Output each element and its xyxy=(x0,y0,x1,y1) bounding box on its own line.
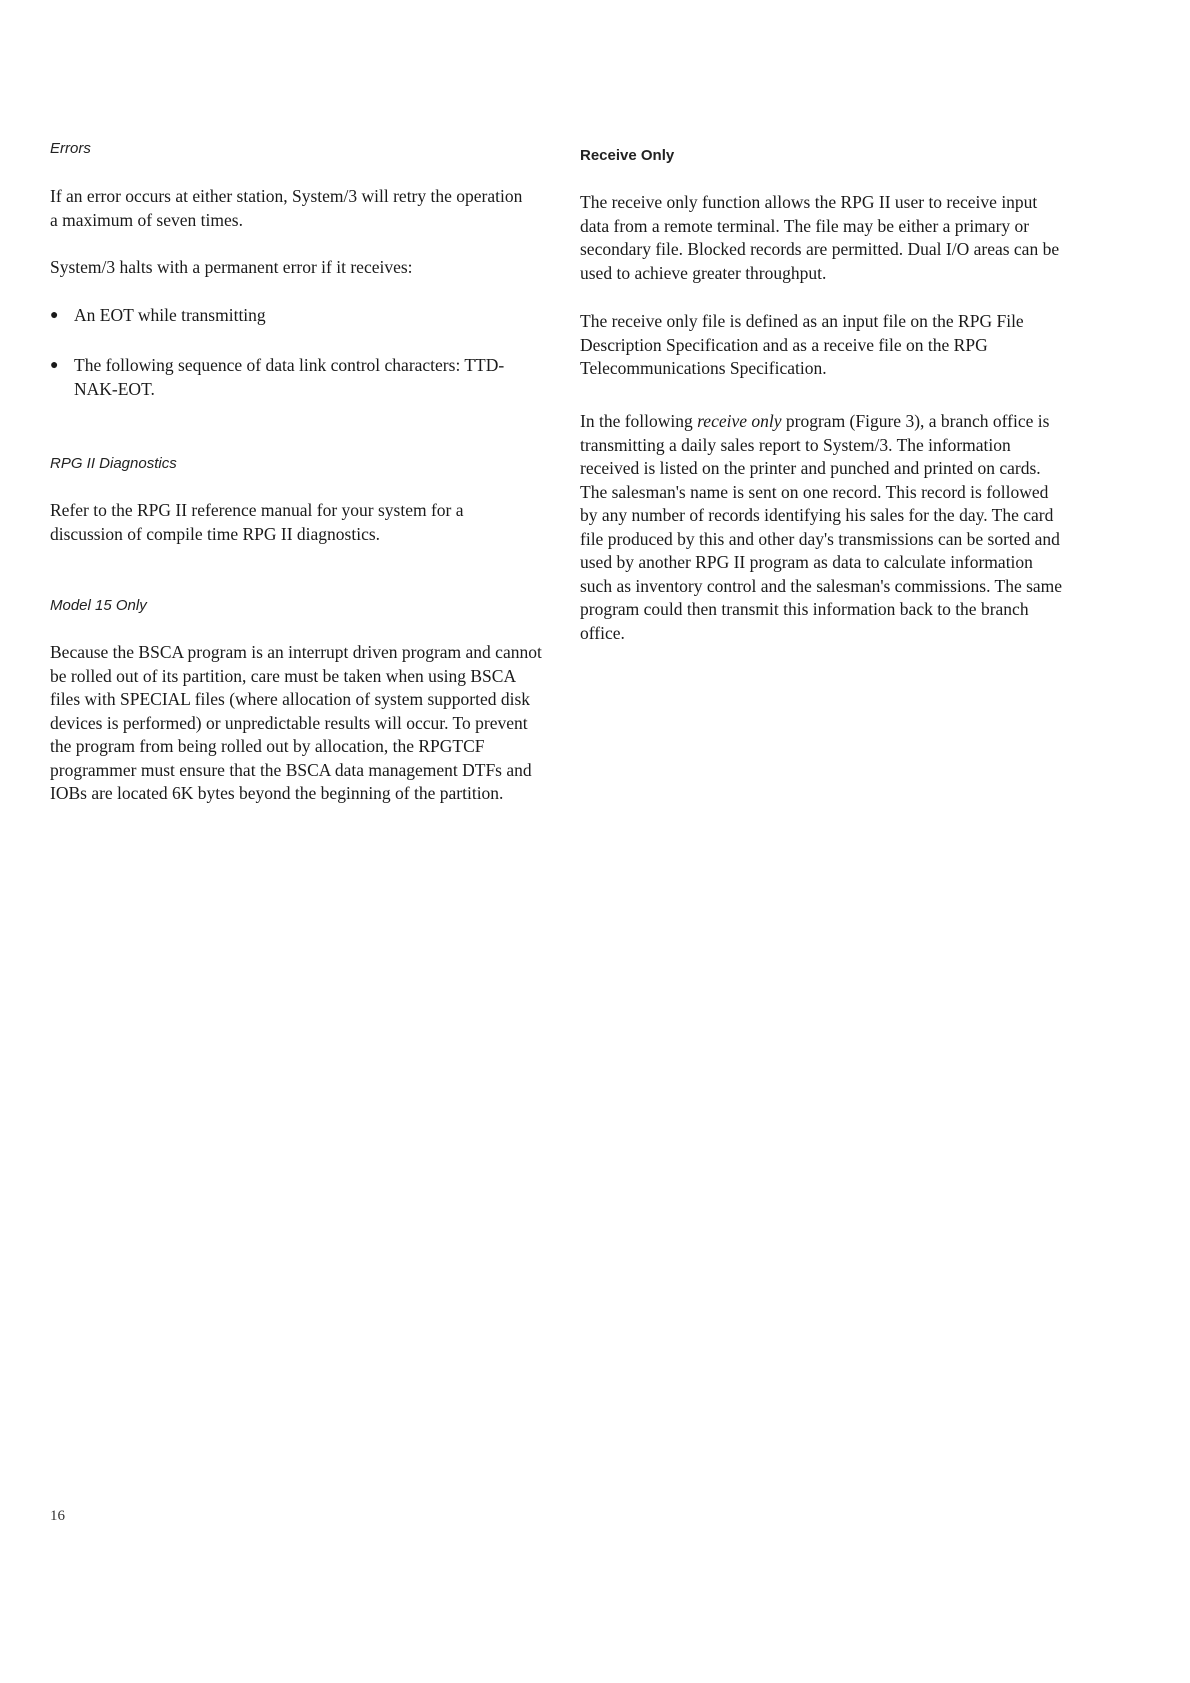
diagnostics-paragraph: Refer to the RPG II reference manual for your system for a discussion of compile time RPG II diagnostics. xyxy=(50,500,464,544)
errors-bullet-1: ● An EOT while transmitting xyxy=(50,304,530,328)
model15-paragraph: Because the BSCA program is an interrupt driven program and cannot be rolled out of its partition, care must be taken when using BSCA files with SPECIAL files (where allocation of system supported disk devices is performed) or unpredictable results will occur. To prevent the program from being rolled out by allocation, the RPGTCF programmer must ensure that the BSCA data management DTFs and IOBs are located 6K bytes beyond the beginning of the partition. xyxy=(50,642,542,803)
errors-paragraph-2: System/3 halts with a permanent error if it receives: xyxy=(50,257,413,277)
errors-heading: Errors xyxy=(50,140,91,157)
receive-only-paragraph-2: The receive only file is defined as an input file on the RPG File Description Specification and as a receive file on the RPG Telecommunications Specification. xyxy=(580,311,1024,378)
receive-only-italic-term: receive only xyxy=(697,411,782,431)
receive-only-heading: Receive Only xyxy=(580,147,675,164)
page-number: 16 xyxy=(50,1508,65,1524)
bullet-dot-icon: ● xyxy=(50,308,59,323)
errors-paragraph-1: If an error occurs at either station, System/3 will retry the operation a maximum of seven times. xyxy=(50,186,523,230)
errors-bullet-2: ● The following sequence of data link control characters: TTD-NAK-EOT. xyxy=(50,354,530,401)
bullet-dot-icon: ● xyxy=(50,358,59,373)
diagnostics-heading: RPG II Diagnostics xyxy=(50,455,177,472)
receive-only-paragraph-3: In the following receive only program (Figure 3), a branch office is transmitting a daily sales report to System/3. The information received is listed on the printer and punched and printed on cards. The salesman's name is sent on one record. This record is followed by any number of records identifying his sales for the day. The card file produced by this and other day's transmissions can be sorted and used by another RPG II program as data to calculate information such as inventory control and the salesman's commissions. The same program could then transmit this information back to the branch office. xyxy=(580,411,1063,643)
receive-only-paragraph-1: The receive only function allows the RPG II user to receive input data from a remote terminal. The file may be either a primary or secondary file. Blocked records are permitted. Dual I/O areas can be used to achieve greater throughput. xyxy=(580,192,1060,283)
model15-heading: Model 15 Only xyxy=(50,597,147,614)
